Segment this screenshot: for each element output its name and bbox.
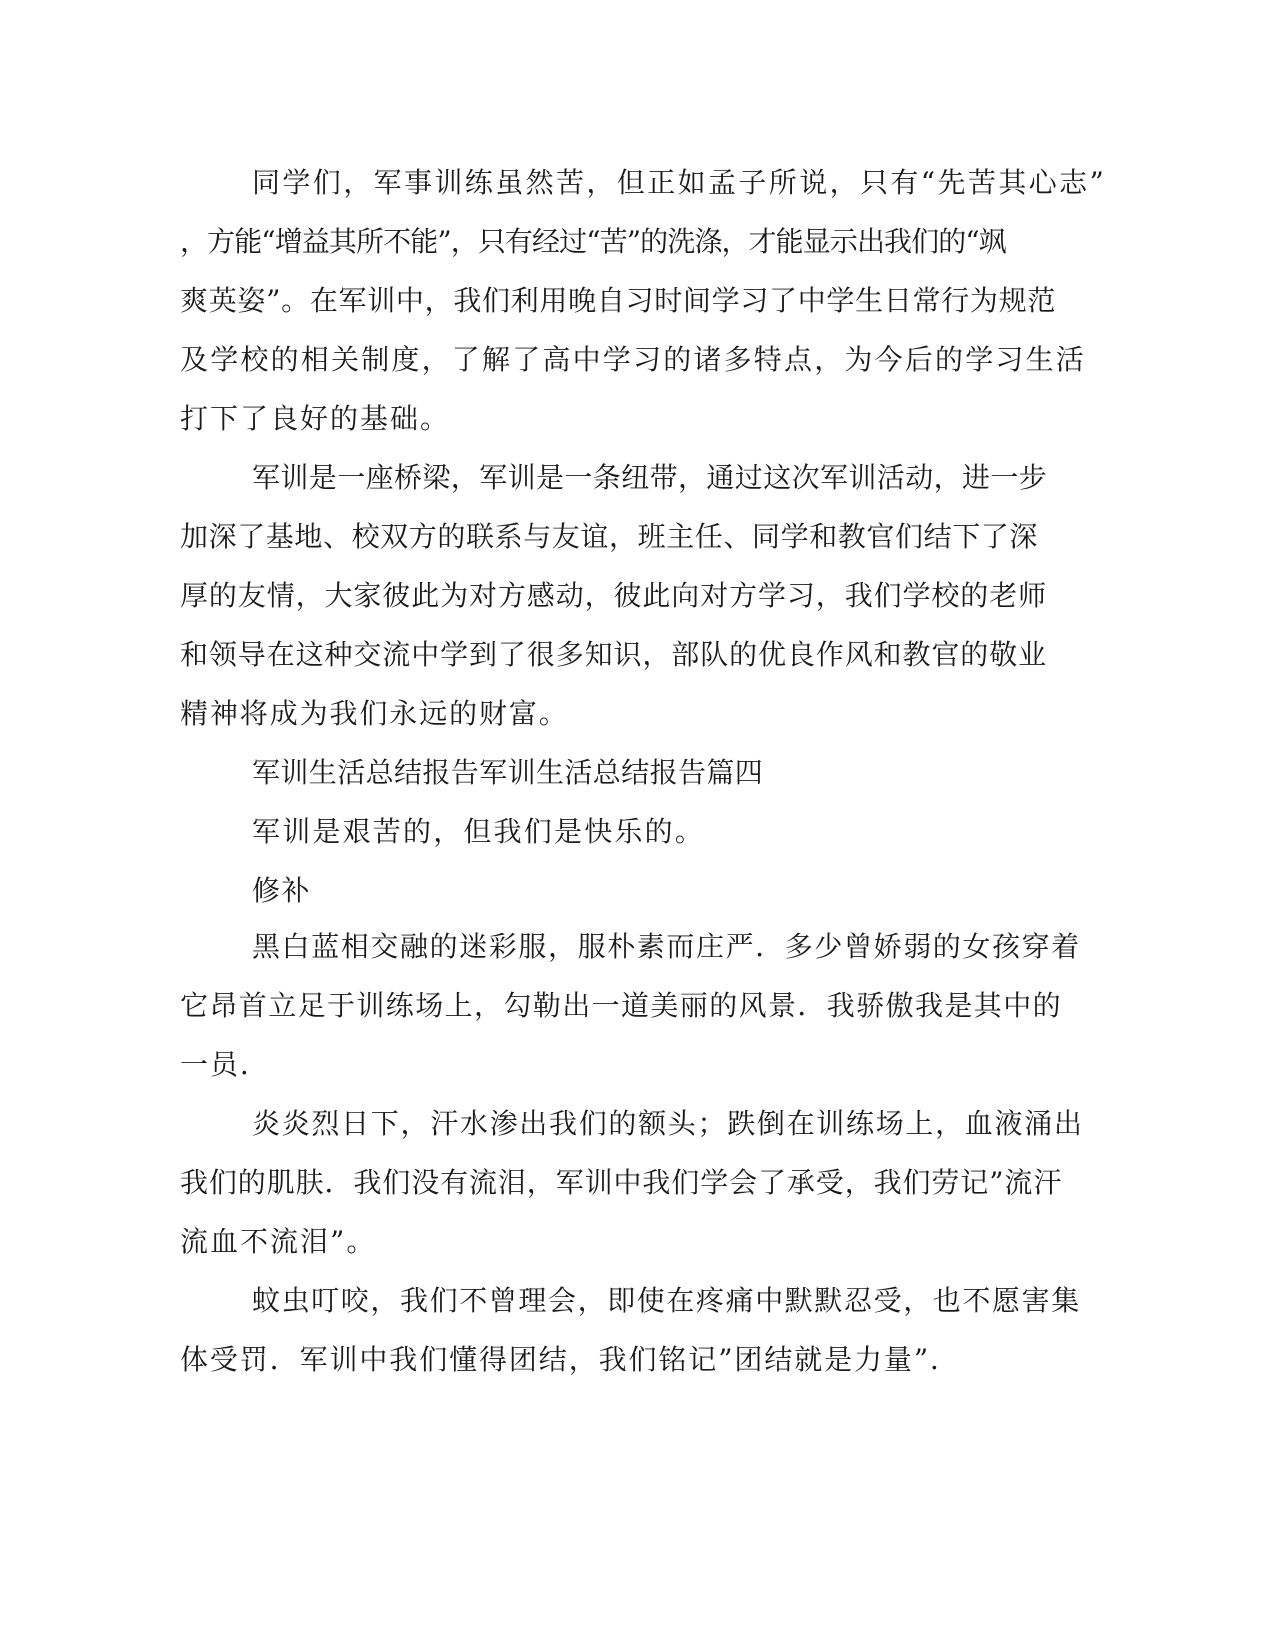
- text-line: 体受罚．军训中我们懂得团结，我们铭记”团结就是力量”．: [180, 1343, 960, 1376]
- text-line: 厚的友情，大家彼此为对方感动，彼此向对方学习，我们学校的老师: [180, 579, 1048, 612]
- text-line: 军训是艰苦的，但我们是快乐的。: [252, 815, 706, 848]
- text-line: 精神将成为我们永远的财富。: [180, 697, 569, 730]
- text-line: 蚊虫叮咬，我们不曾理会，即使在疼痛中默默忍受，也不愿害集: [252, 1284, 1081, 1317]
- text-line: 一员．: [180, 1048, 271, 1081]
- text-line: 我们的肌肤．我们没有流泪，军训中我们学会了承受，我们劳记”流汗: [180, 1166, 1063, 1199]
- text-line: 流血不流泪”。: [180, 1225, 377, 1258]
- text-line: 修补: [252, 874, 312, 907]
- text-line: 它昂首立足于训练场上，勾勒出一道美丽的风景．我骄傲我是其中的: [180, 989, 1063, 1022]
- text-line: 打下了良好的基础。: [180, 402, 451, 435]
- section-heading: 军训生活总结报告军训生活总结报告篇四: [252, 756, 764, 789]
- text-line: 爽英姿”。在军训中，我们利用晚自习时间学习了中学生日常行为规范: [180, 284, 1057, 317]
- text-line: 黑白蓝相交融的迷彩服，服朴素而庄严．多少曾娇弱的女孩穿着: [252, 930, 1081, 963]
- text-line: 炎炎烈日下，汗水渗出我们的额头；跌倒在训练场上，血液涌出: [252, 1107, 1084, 1140]
- text-line: 及学校的相关制度，了解了高中学习的诸多特点，为今后的学习生活: [180, 343, 1087, 376]
- text-line: ，方能“增益其所不能”，只有经过“苦”的洗涤，才能显示出我们的“飒: [180, 225, 1006, 258]
- text-line: 同学们，军事训练虽然苦，但正如孟子所说，只有“先苦其心志”: [252, 166, 1107, 199]
- text-line: 加深了基地、校双方的联系与友谊，班主任、同学和教官们结下了深: [180, 520, 1039, 553]
- text-line: 和领导在这种交流中学到了很多知识，部队的优良作风和教官的敬业: [180, 638, 1048, 671]
- text-line: 军训是一座桥梁，军训是一条纽带，通过这次军训活动，进一步: [252, 461, 1048, 494]
